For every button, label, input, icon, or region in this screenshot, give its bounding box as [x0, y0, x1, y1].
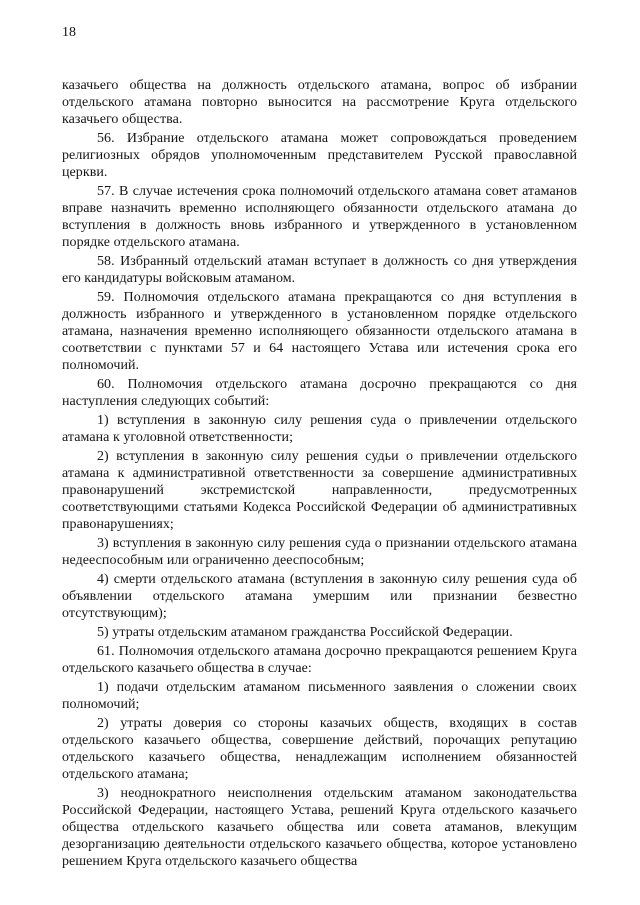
paragraph-61: 61. Полномочия отдельского атамана досрочно прекращаются решением Круга отдельского казачьего общества в случае:	[62, 644, 577, 676]
paragraph-57: 57. В случае истечения срока полномочий отдельского атамана совет атаманов вправе назначить временно исполняющего обязанности отдельского атамана до вступления в должность вновь избранного и утвержденного в установленном порядке отдельского атамана.	[62, 184, 577, 250]
list-item-61-1: 1) подачи отдельским атаманом письменного заявления о сложении своих полномочий;	[62, 680, 577, 712]
page-number: 18	[62, 25, 76, 40]
paragraph-60: 60. Полномочия отдельского атамана досрочно прекращаются со дня наступления следующих событий:	[62, 377, 577, 409]
paragraph-59: 59. Полномочия отдельского атамана прекращаются со дня вступления в должность избранного и утвержденного в установленном порядке отдельского атамана, назначения временно исполняющего обязанности отдельского атамана в соответствии с пунктами 57 и 64 настоящего Устава или истечения срока его полномочий.	[62, 290, 577, 373]
body-text	[62, 77, 577, 872]
paragraph-56: 56. Избрание отдельского атамана может сопровождаться проведением религиозных обрядов уполномоченным представителем Русской православной церкви.	[62, 131, 577, 180]
list-item-60-2: 2) вступления в законную силу решения судьи о привлечении отдельского атамана к административной ответственности за совершение административных правонарушений экстремистской направленности, предусмотренных соответствующими статьями Кодекса Российской Федерации об административных правонарушениях;	[62, 449, 577, 532]
paragraph-continuation: казачьего общества на должность отдельского атамана, вопрос об избрании отдельского атамана повторно выносится на рассмотрение Круга отдельского казачьего общества.	[62, 78, 577, 127]
list-item-61-2: 2) утраты доверия со стороны казачьих обществ, входящих в состав отдельского казачьего общества, совершение действий, порочащих репутацию отдельского казачьего общества, ненадлежащим исполнением обязанностей отдельского атамана;	[62, 716, 577, 782]
paragraph-58: 58. Избранный отдельский атаман вступает в должность со дня утверждения его кандидатуры войсковым атаманом.	[62, 254, 577, 286]
list-item-60-5: 5) утраты отдельским атаманом гражданства Российской Федерации.	[97, 625, 513, 640]
list-item-60-3: 3) вступления в законную силу решения суда о признании отдельского атамана недееспособным или ограниченно дееспособным;	[62, 536, 577, 568]
list-item-61-3: 3) неоднократного неисполнения отдельским атаманом законодательства Российской Федерации, настоящего Устава, решений Круга отдельского казачьего общества отдельского казачьего общества или совета атаманов, влекущим дезорганизацию деятельности отдельского казачьего общества, которое установлено решением Круга отдельского казачьего общества	[62, 786, 577, 869]
list-item-60-4: 4) смерти отдельского атамана (вступления в законную силу решения суда об объявлении отдельского атамана умершим или признании безвестно отсутствующим);	[62, 572, 577, 621]
list-item-60-1: 1) вступления в законную силу решения суда о привлечении отдельского атамана к уголовной ответственности;	[62, 413, 577, 445]
